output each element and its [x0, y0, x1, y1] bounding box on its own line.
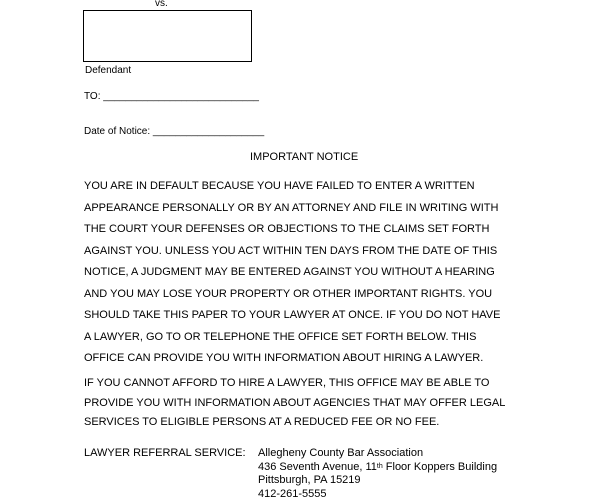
- defendant-name-box: [83, 10, 252, 62]
- paragraph-line: SERVICES TO ELIGIBLE PERSONS AT A REDUCED FEE OR NO FEE.: [84, 413, 505, 433]
- paragraph-line: NOTICE, A JUDGMENT MAY BE ENTERED AGAINST YOU WITHOUT A HEARING: [84, 262, 500, 284]
- paragraph-line: APPEARANCE PERSONALLY OR BY AN ATTORNEY AND FILE IN WRITING WITH: [84, 198, 500, 220]
- caption-vs: vs.: [155, 0, 168, 9]
- paragraph-line: A LAWYER, GO TO OR TELEPHONE THE OFFICE SET FORTH BELOW. THIS: [84, 327, 500, 349]
- referral-phone: 412-261-5555: [258, 488, 497, 501]
- paragraph-line: THE COURT YOUR DEFENSES OR OBJECTIONS TO THE CLAIMS SET FORTH: [84, 219, 500, 241]
- paragraph-line: YOU ARE IN DEFAULT BECAUSE YOU HAVE FAILED TO ENTER A WRITTEN: [84, 176, 500, 198]
- paragraph-line: AND YOU MAY LOSE YOUR PROPERTY OR OTHER IMPORTANT RIGHTS. YOU: [84, 284, 500, 306]
- paragraph-line: IF YOU CANNOT AFFORD TO HIRE A LAWYER, THIS OFFICE MAY BE ABLE TO: [84, 374, 505, 394]
- to-line: TO: ____________________________: [84, 91, 259, 102]
- referral-label: LAWYER REFERRAL SERVICE:: [84, 447, 246, 459]
- street-suffix: Floor Koppers Building: [383, 461, 497, 473]
- referral-organization: Allegheny County Bar Association: [258, 447, 497, 461]
- defendant-label: Defendant: [85, 65, 131, 76]
- paragraph-line: OFFICE CAN PROVIDE YOU WITH INFORMATION ABOUT HIRING A LAWYER.: [84, 348, 500, 370]
- date-of-notice-line: Date of Notice: ____________________: [84, 126, 264, 137]
- paragraph-line: AGAINST YOU. UNLESS YOU ACT WITHIN TEN DAYS FROM THE DATE OF THIS: [84, 241, 500, 263]
- paragraph-line: SHOULD TAKE THIS PAPER TO YOUR LAWYER AT ONCE. IF YOU DO NOT HAVE: [84, 305, 500, 327]
- paragraph-line: PROVIDE YOU WITH INFORMATION ABOUT AGENCIES THAT MAY OFFER LEGAL: [84, 394, 505, 414]
- referral-city: Pittsburgh, PA 15219: [258, 474, 497, 488]
- street-prefix: 436 Seventh Avenue, 11: [258, 461, 377, 473]
- notice-paragraph-2: [84, 374, 505, 433]
- referral-street: [258, 461, 497, 475]
- notice-paragraph-1: [84, 176, 500, 370]
- floor-ordinal: th: [377, 463, 383, 470]
- referral-address: [258, 447, 497, 501]
- notice-title: IMPORTANT NOTICE: [250, 151, 358, 163]
